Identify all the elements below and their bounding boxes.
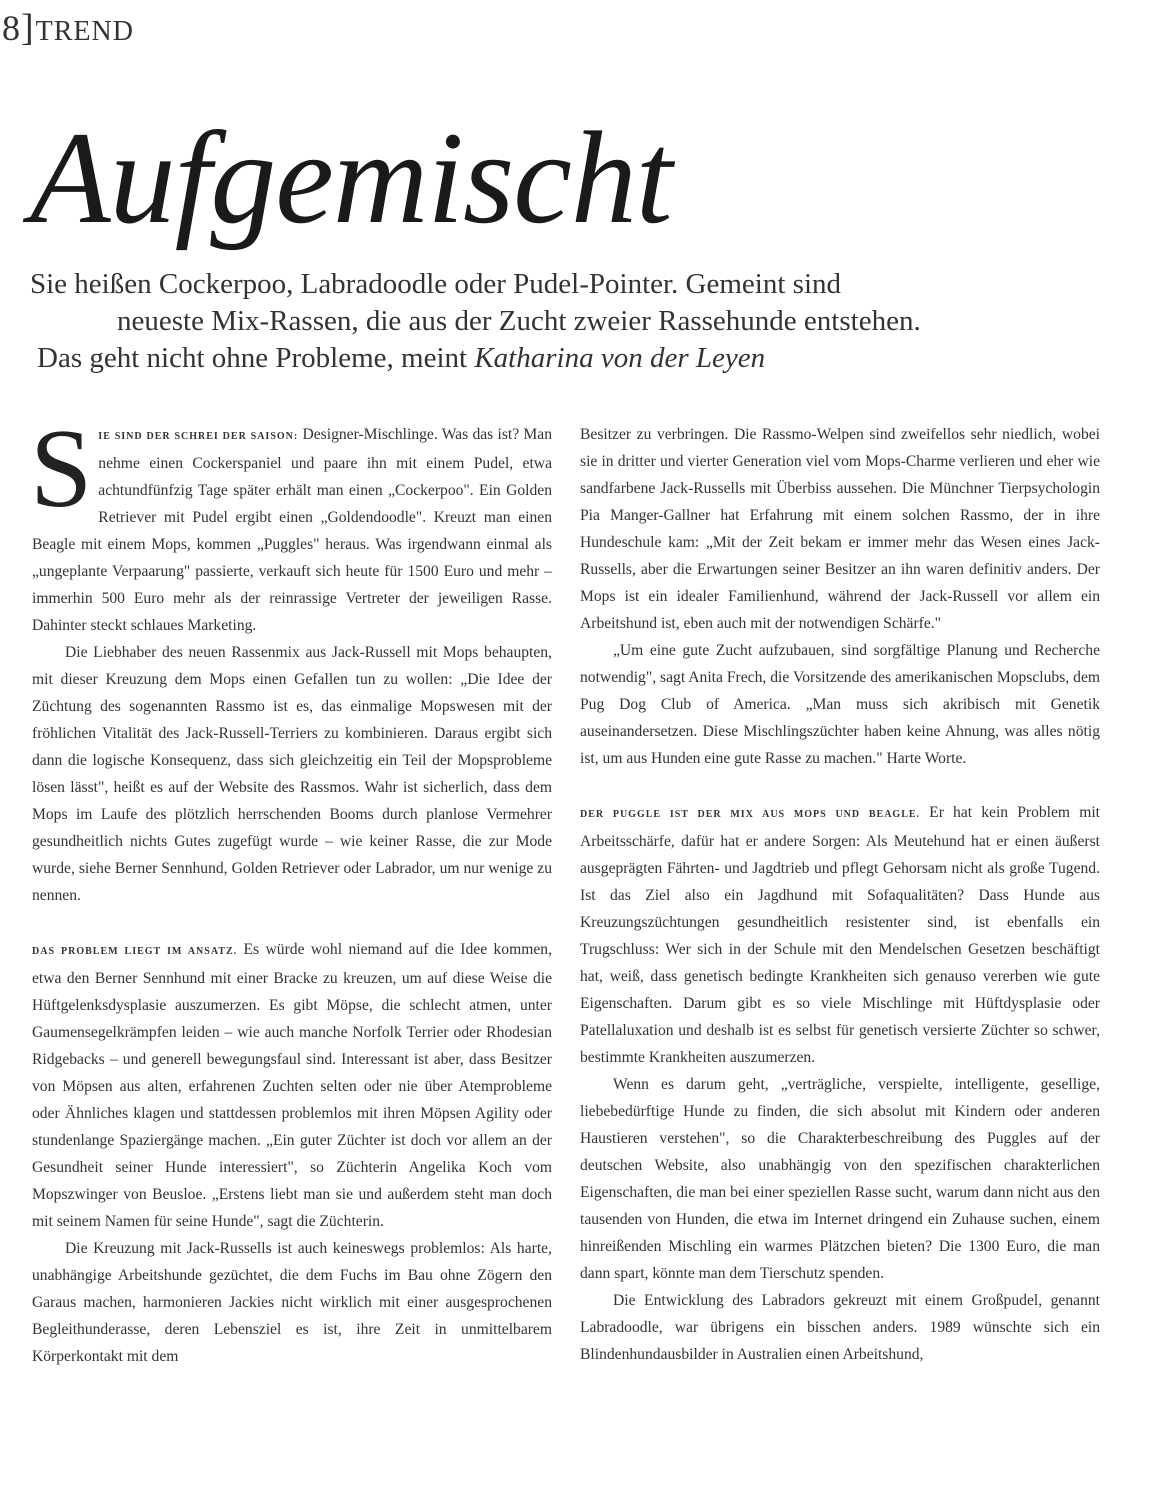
- left-column: [30, 407, 552, 1370]
- paragraph-text: Es würde wohl niemand auf die Idee kommen, etwa den Berner Sennhund mit einer Bracke zu kreuzen, um auf diese Weise die Hüftgelenksdysplasie auszumerzen. Es gibt Möpse, die schlecht atmen, unter Gaumensegelkrämpfen leiden – wie auch manche Norfolk Terrier oder Rhodesian Ridgebacks – und generell bewegungsfaul sind. Interessant ist aber, dass Besitzer von Möpsen aus alten, erfahrenen Zuchten selten oder nie über Atemprobleme oder Ähnliches klagen und stattdessen problemlos mit ihren Möpsen Agility oder stundenlange Spaziergänge machen. „Ein guter Züchter ist doch vor allem an der Gesundheit seiner Hunde interessiert", so Züchterin Angelika Koch vom Mopszwinger von Beusloe. „Erstens liebt man sie und außerdem steht man doch mit seinem Namen für seine Hunde", sagt die Züchterin.: [32, 941, 552, 1230]
- header-bracket: ]: [21, 7, 34, 49]
- drop-cap: S: [30, 407, 93, 531]
- right-column: [580, 421, 1100, 1368]
- page-header: [2, 8, 134, 48]
- subtitle-line-3-text: Das geht nicht ohne Probleme, meint: [37, 342, 468, 374]
- article-title: Aufgemischt: [30, 104, 672, 251]
- lead-in: DER PUGGLE IST DER MIX AUS MOPS UND BEAGLE.: [580, 809, 921, 820]
- paragraph: [30, 407, 552, 639]
- paragraph: Die Liebhaber des neuen Rassenmix aus Jack-Russell mit Mops behaupten, mit dieser Kreuzung dem Mops einen Gefallen tun zu wollen: „Die Idee der Züchtung des sogenannten Rassmo ist es, das einmalige Mopswesen mit der fröhlichen Vitalität des Jack-Russell-Terriers zu kombinieren. Daraus ergibt sich dann die logische Konsequenz, dass sich gleichzeitig ein Teil der Mopsprobleme lösen lässt", heißt es auf der Website des Rassmos. Wahr ist sicherlich, dass dem Mops im Laufe des plötzlich herrschenden Booms durch planlose Vermehrer gesundheitlich nichts Gutes zugefügt wurde – wie keiner Rasse, die zur Mode wurde, siehe Berner Sennhund, Golden Retriever oder Labrador, um nur wenige zu nennen.: [32, 644, 552, 904]
- lead-in: DAS PROBLEM LIEGT IM ANSATZ.: [32, 946, 238, 957]
- paragraph-text: Designer-Mischlinge. Was das ist? Man nehme einen Cockerspaniel und paare ihn mit einem Pudel, etwa achtundfünfzig Tage später erhält man einen „Cockerpoo". Ein Golden Retriever mit Pudel ergibt einen „Goldendoodle". Kreuzt man einen Beagle mit einem Mops, kommen „Puggles" heraus. Was irgendwann einmal als „ungeplante Verpaarung" passierte, verkauft sich heute für 1500 Euro und mehr – immerhin 500 Euro mehr als der reinrassige Vertreter der jeweiligen Rasse. Dahinter steckt schlaues Marketing.: [32, 426, 552, 634]
- paragraph: Besitzer zu verbringen. Die Rassmo-Welpen sind zweifellos sehr niedlich, wobei sie in dritter und vierter Generation viel vom Mops-Charme verlieren und eher wie sandfarbene Jack-Russells mit Überbiss aussehen. Die Münchner Tierpsychologin Pia Manger-Gallner hat Erfahrung mit einem solchen Rassmo, der in ihre Hundeschule kam: „Mit der Zeit bekam er immer mehr das Wesen eines Jack-Russells, aber die Erwartungen seiner Besitzer an ihn waren definitiv anders. Der Mops ist ein idealer Familienhund, während der Jack-Russell vor allem ein Arbeitshund ist, eben auch mit der notwendigen Schärfe.": [580, 426, 1100, 632]
- paragraph: „Um eine gute Zucht aufzubauen, sind sorgfältige Planung und Recherche notwendig", sagt Anita Frech, die Vorsitzende des amerikanischen Mopsclubs, dem Pug Dog Club of America. „Man muss sich akribisch mit Genetik auseinandersetzen. Diese Mischlingszüchter haben keine Ahnung, was alles nötig ist, um aus Hunden eine gute Rasse zu machen." Harte Worte.: [580, 642, 1100, 767]
- paragraph: Wenn es darum geht, „verträgliche, verspielte, intelligente, gesellige, liebebedürftige Hunde zu finden, die sich absolut mit Kindern oder anderen Haustieren verstehen", so die Charakterbeschreibung des Puggles auf der deutschen Website, also unabhängig von den spezifischen charakterlichen Eigenschaften, die man bei einer speziellen Rasse sucht, warum dann nicht aus den tausenden von Hunden, die etwa im Internet dringend ein Zuhause suchen, einem hinreißenden Mischling ein warmes Plätzchen bieten? Die 1300 Euro, die man dann spart, könnte man dem Tierschutz spenden.: [580, 1076, 1100, 1282]
- lead-in: IE SIND DER SCHREI DER SAISON:: [98, 431, 299, 442]
- paragraph: Die Kreuzung mit Jack-Russells ist auch keineswegs problemlos: Als harte, unabhängige Arbeitshunde gezüchtet, die dem Fuchs im Bau ohne Zögern den Garaus machen, harmonieren Jackies nicht wirklich mit einer ausgesprochenen Begleithunderasse, deren Lebensziel es ist, ihre Zeit in unmittelbarem Körperkontakt mit dem: [32, 1240, 552, 1365]
- paragraph: [580, 799, 1100, 1071]
- author-name: Katharina von der Leyen: [474, 342, 766, 374]
- paragraph-text: Er hat kein Problem mit Arbeitsschärfe, dafür hat er andere Sorgen: Als Meutehund hat er einen äußerst ausgeprägten Fährten- und Jagdtrieb und pflegt Gehorsam nicht als große Tugend. Ist das Ziel also ein Jagdhund mit Sofaqualitäten? Dass Hunde aus Kreuzungszüchtungen gesundheitlich resistenter sind, ist ebenfalls ein Trugschluss: Wer sich in der Schule mit den Mendelschen Gesetzen beschäftigt hat, weiß, dass genetisch bedingte Krankheiten sich genauso vererben wie gute Eigenschaften. Darum gibt es so viele Mischlinge mit Hüftdysplasie oder Patellaluxation und deshalb ist es selbst für genetisch versierte Züchter so schwer, bestimmte Krankheiten auszumerzen.: [580, 804, 1100, 1066]
- paragraph: Die Entwicklung des Labradors gekreuzt mit einem Großpudel, genannt Labradoodle, war übrigens ein bisschen anders. 1989 wünschte sich ein Blindenhundausbilder in Australien einen Arbeitshund,: [580, 1292, 1100, 1363]
- subtitle-line-1: Sie heißen Cockerpoo, Labradoodle oder Pudel-Pointer. Gemeint sind: [30, 268, 842, 300]
- page-number: 8: [2, 8, 20, 48]
- subtitle-line-2: neueste Mix-Rassen, die aus der Zucht zweier Rassehunde entstehen.: [117, 305, 921, 337]
- section-label: TREND: [35, 16, 134, 47]
- paragraph: [32, 936, 552, 1235]
- subtitle-line-3: [37, 340, 765, 377]
